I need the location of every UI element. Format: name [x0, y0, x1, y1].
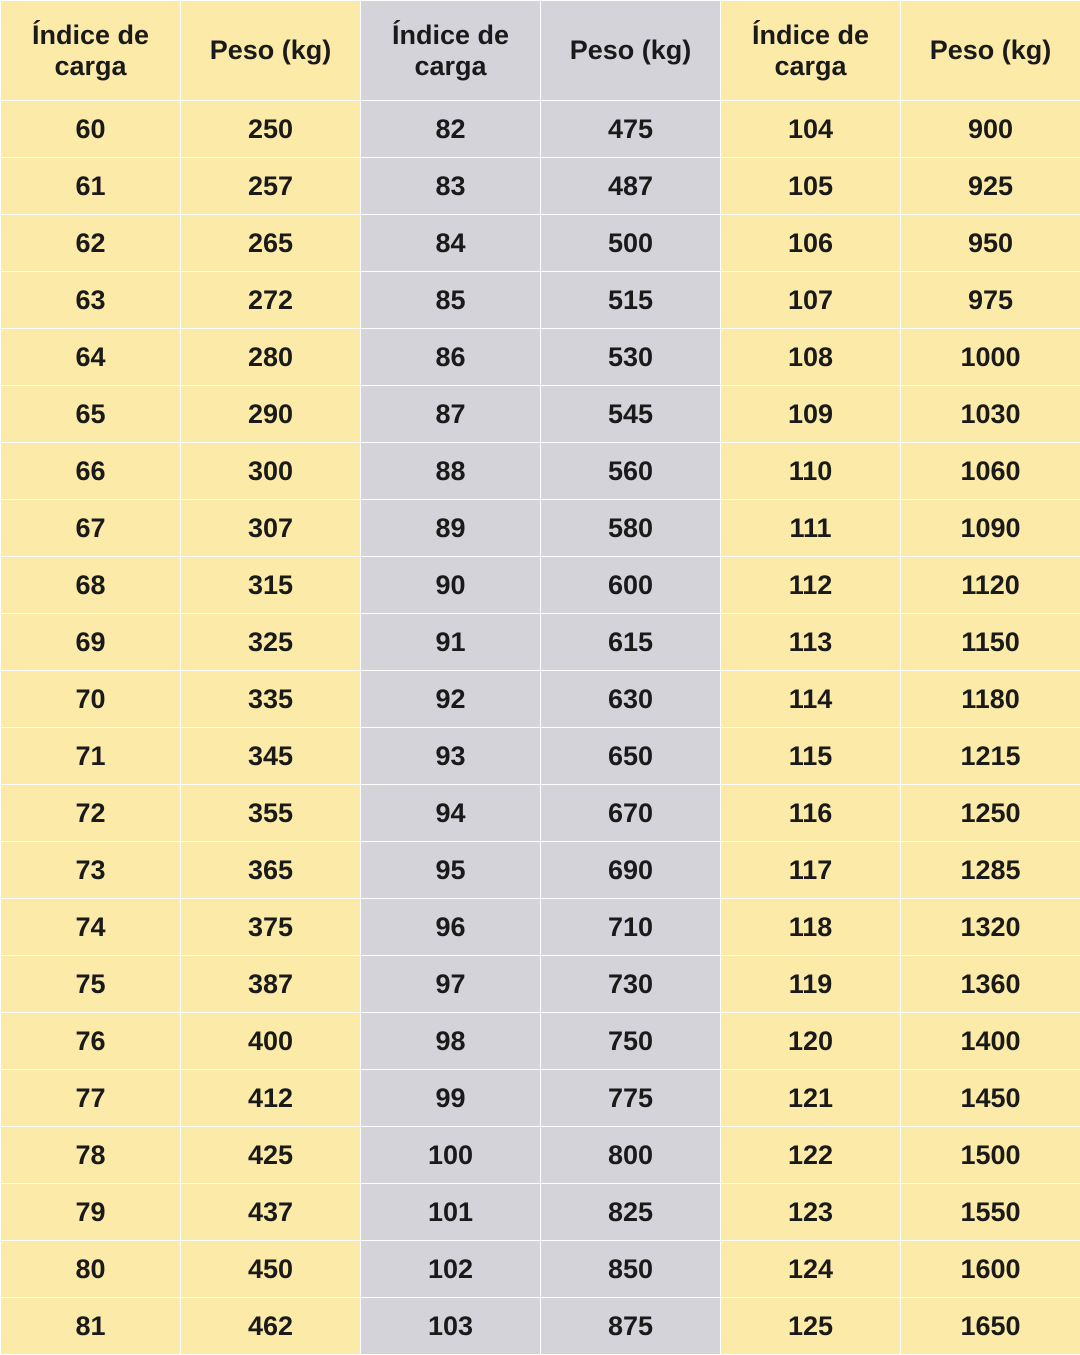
cell-load-index: 110 — [721, 443, 901, 500]
cell-load-index: 70 — [1, 671, 181, 728]
cell-load-index: 68 — [1, 557, 181, 614]
cell-weight: 425 — [181, 1127, 361, 1184]
cell-load-index: 103 — [361, 1298, 541, 1355]
cell-weight: 450 — [181, 1241, 361, 1298]
table-row — [1, 557, 1080, 614]
cell-load-index: 120 — [721, 1013, 901, 1070]
cell-load-index: 64 — [1, 329, 181, 386]
cell-load-index: 102 — [361, 1241, 541, 1298]
cell-load-index: 87 — [361, 386, 541, 443]
cell-weight: 600 — [541, 557, 721, 614]
cell-load-index: 80 — [1, 1241, 181, 1298]
cell-load-index: 121 — [721, 1070, 901, 1127]
cell-weight: 280 — [181, 329, 361, 386]
cell-load-index: 83 — [361, 158, 541, 215]
cell-load-index: 93 — [361, 728, 541, 785]
cell-weight: 875 — [541, 1298, 721, 1355]
table-row — [1, 386, 1080, 443]
cell-weight: 487 — [541, 158, 721, 215]
cell-weight: 800 — [541, 1127, 721, 1184]
cell-weight: 462 — [181, 1298, 361, 1355]
cell-load-index: 122 — [721, 1127, 901, 1184]
cell-load-index: 73 — [1, 842, 181, 899]
cell-weight: 1650 — [901, 1298, 1080, 1355]
table-row — [1, 899, 1080, 956]
cell-weight: 925 — [901, 158, 1080, 215]
table-row — [1, 1013, 1080, 1070]
table-row — [1, 1298, 1080, 1355]
cell-load-index: 84 — [361, 215, 541, 272]
cell-weight: 545 — [541, 386, 721, 443]
cell-load-index: 65 — [1, 386, 181, 443]
column-header-weight-3: Peso (kg) — [901, 1, 1080, 101]
cell-load-index: 78 — [1, 1127, 181, 1184]
cell-weight: 1150 — [901, 614, 1080, 671]
cell-weight: 950 — [901, 215, 1080, 272]
cell-load-index: 81 — [1, 1298, 181, 1355]
cell-load-index: 61 — [1, 158, 181, 215]
table-row — [1, 1127, 1080, 1184]
cell-weight: 400 — [181, 1013, 361, 1070]
cell-weight: 1400 — [901, 1013, 1080, 1070]
cell-load-index: 109 — [721, 386, 901, 443]
cell-weight: 1250 — [901, 785, 1080, 842]
cell-load-index: 97 — [361, 956, 541, 1013]
cell-load-index: 94 — [361, 785, 541, 842]
cell-weight: 750 — [541, 1013, 721, 1070]
cell-weight: 437 — [181, 1184, 361, 1241]
cell-weight: 775 — [541, 1070, 721, 1127]
cell-load-index: 82 — [361, 101, 541, 158]
cell-weight: 580 — [541, 500, 721, 557]
cell-load-index: 89 — [361, 500, 541, 557]
cell-weight: 615 — [541, 614, 721, 671]
cell-weight: 975 — [901, 272, 1080, 329]
cell-weight: 500 — [541, 215, 721, 272]
cell-load-index: 104 — [721, 101, 901, 158]
cell-weight: 1320 — [901, 899, 1080, 956]
cell-weight: 1215 — [901, 728, 1080, 785]
cell-load-index: 125 — [721, 1298, 901, 1355]
cell-weight: 375 — [181, 899, 361, 956]
cell-load-index: 72 — [1, 785, 181, 842]
cell-weight: 650 — [541, 728, 721, 785]
cell-load-index: 77 — [1, 1070, 181, 1127]
cell-load-index: 76 — [1, 1013, 181, 1070]
column-header-load-index-1: Índice de carga — [1, 1, 181, 101]
cell-weight: 900 — [901, 101, 1080, 158]
cell-load-index: 75 — [1, 956, 181, 1013]
cell-load-index: 111 — [721, 500, 901, 557]
cell-load-index: 123 — [721, 1184, 901, 1241]
table-body — [1, 101, 1080, 1355]
table-row — [1, 671, 1080, 728]
cell-load-index: 113 — [721, 614, 901, 671]
cell-weight: 355 — [181, 785, 361, 842]
cell-weight: 690 — [541, 842, 721, 899]
table-row — [1, 215, 1080, 272]
cell-weight: 290 — [181, 386, 361, 443]
table-header — [1, 1, 1080, 101]
cell-load-index: 60 — [1, 101, 181, 158]
table-row — [1, 443, 1080, 500]
cell-weight: 300 — [181, 443, 361, 500]
cell-weight: 257 — [181, 158, 361, 215]
cell-load-index: 63 — [1, 272, 181, 329]
cell-load-index: 88 — [361, 443, 541, 500]
cell-weight: 387 — [181, 956, 361, 1013]
cell-weight: 1120 — [901, 557, 1080, 614]
cell-weight: 1000 — [901, 329, 1080, 386]
table-header-row — [1, 1, 1080, 101]
cell-weight: 630 — [541, 671, 721, 728]
cell-load-index: 117 — [721, 842, 901, 899]
cell-weight: 307 — [181, 500, 361, 557]
cell-load-index: 108 — [721, 329, 901, 386]
cell-load-index: 99 — [361, 1070, 541, 1127]
cell-weight: 475 — [541, 101, 721, 158]
cell-load-index: 98 — [361, 1013, 541, 1070]
table-row — [1, 1070, 1080, 1127]
cell-weight: 1030 — [901, 386, 1080, 443]
cell-weight: 710 — [541, 899, 721, 956]
table-row — [1, 728, 1080, 785]
cell-load-index: 96 — [361, 899, 541, 956]
cell-load-index: 95 — [361, 842, 541, 899]
cell-weight: 1090 — [901, 500, 1080, 557]
cell-load-index: 85 — [361, 272, 541, 329]
cell-weight: 850 — [541, 1241, 721, 1298]
cell-load-index: 100 — [361, 1127, 541, 1184]
cell-weight: 1285 — [901, 842, 1080, 899]
cell-load-index: 67 — [1, 500, 181, 557]
table-row — [1, 842, 1080, 899]
cell-load-index: 114 — [721, 671, 901, 728]
cell-weight: 560 — [541, 443, 721, 500]
column-header-weight-2: Peso (kg) — [541, 1, 721, 101]
cell-weight: 1600 — [901, 1241, 1080, 1298]
column-header-load-index-2: Índice de carga — [361, 1, 541, 101]
cell-weight: 1500 — [901, 1127, 1080, 1184]
cell-load-index: 71 — [1, 728, 181, 785]
cell-load-index: 74 — [1, 899, 181, 956]
cell-load-index: 116 — [721, 785, 901, 842]
table-row — [1, 329, 1080, 386]
cell-weight: 825 — [541, 1184, 721, 1241]
cell-weight: 265 — [181, 215, 361, 272]
cell-weight: 250 — [181, 101, 361, 158]
cell-weight: 325 — [181, 614, 361, 671]
cell-load-index: 101 — [361, 1184, 541, 1241]
cell-load-index: 90 — [361, 557, 541, 614]
table-row — [1, 614, 1080, 671]
cell-load-index: 86 — [361, 329, 541, 386]
column-header-load-index-3: Índice de carga — [721, 1, 901, 101]
cell-weight: 315 — [181, 557, 361, 614]
table-row — [1, 785, 1080, 842]
table-row — [1, 272, 1080, 329]
table-row — [1, 956, 1080, 1013]
cell-load-index: 112 — [721, 557, 901, 614]
cell-weight: 1450 — [901, 1070, 1080, 1127]
cell-load-index: 115 — [721, 728, 901, 785]
cell-weight: 670 — [541, 785, 721, 842]
cell-load-index: 118 — [721, 899, 901, 956]
cell-load-index: 66 — [1, 443, 181, 500]
table-row — [1, 158, 1080, 215]
cell-weight: 1360 — [901, 956, 1080, 1013]
cell-weight: 365 — [181, 842, 361, 899]
cell-weight: 272 — [181, 272, 361, 329]
cell-load-index: 69 — [1, 614, 181, 671]
cell-load-index: 62 — [1, 215, 181, 272]
cell-load-index: 124 — [721, 1241, 901, 1298]
cell-load-index: 105 — [721, 158, 901, 215]
cell-weight: 1060 — [901, 443, 1080, 500]
cell-weight: 412 — [181, 1070, 361, 1127]
cell-weight: 1180 — [901, 671, 1080, 728]
cell-load-index: 119 — [721, 956, 901, 1013]
cell-load-index: 91 — [361, 614, 541, 671]
cell-load-index: 92 — [361, 671, 541, 728]
cell-weight: 530 — [541, 329, 721, 386]
cell-weight: 515 — [541, 272, 721, 329]
cell-load-index: 106 — [721, 215, 901, 272]
table-row — [1, 1184, 1080, 1241]
table-row — [1, 1241, 1080, 1298]
cell-load-index: 79 — [1, 1184, 181, 1241]
table-row — [1, 500, 1080, 557]
cell-weight: 345 — [181, 728, 361, 785]
cell-weight: 1550 — [901, 1184, 1080, 1241]
cell-weight: 335 — [181, 671, 361, 728]
cell-load-index: 107 — [721, 272, 901, 329]
column-header-weight-1: Peso (kg) — [181, 1, 361, 101]
table-row — [1, 101, 1080, 158]
cell-weight: 730 — [541, 956, 721, 1013]
